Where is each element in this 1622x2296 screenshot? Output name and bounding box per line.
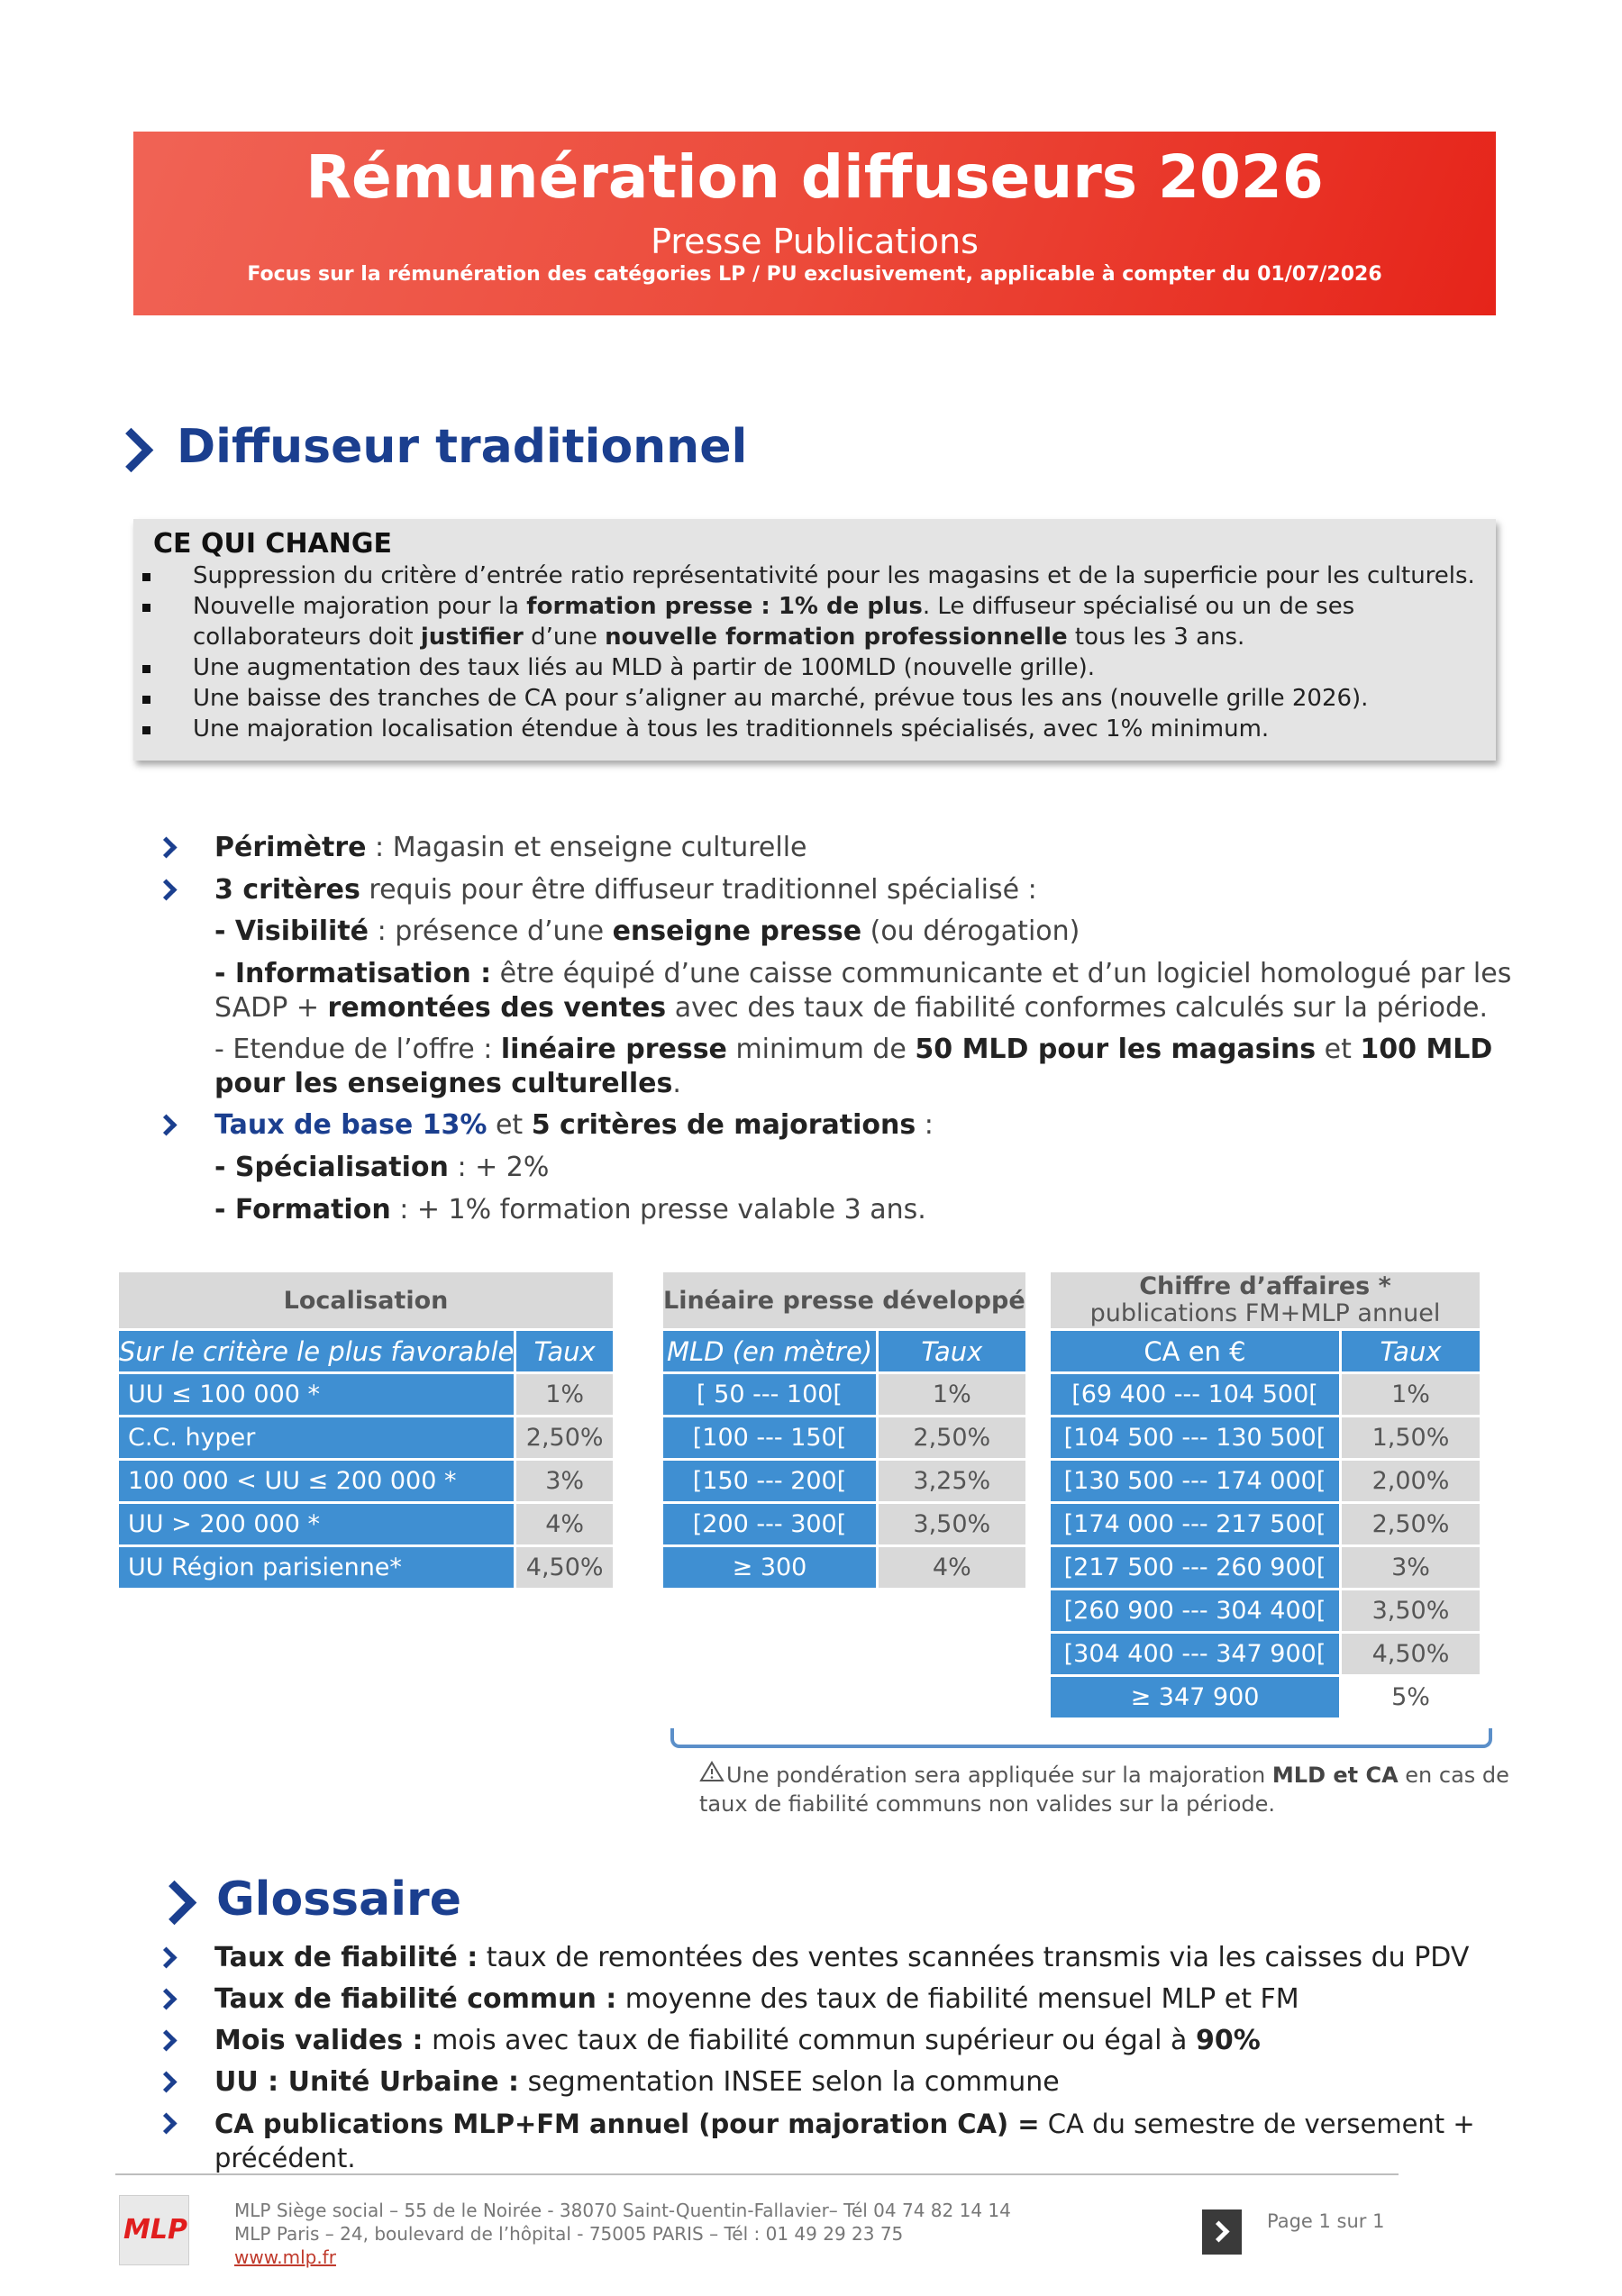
- bullet-icon: [142, 665, 150, 673]
- footer-address: MLP Siège social – 55 de le Noirée - 38070 Saint-Quentin-Fallavier– Tél 04 74 82 14 14 MLP Paris – 24, boulevard de l’hôpital - 75005 PARIS – Tél : 01 49 29 23 75 www.mlp.fr: [234, 2200, 1011, 2268]
- table-chiffre-affaires: [1051, 1272, 1480, 1720]
- bracket-divider: [670, 1728, 1492, 1748]
- table-lineaire: [663, 1272, 1025, 1590]
- bullet-icon: [142, 604, 150, 612]
- column-header: Taux: [516, 1331, 613, 1374]
- chevron-right-icon: [155, 1988, 177, 2009]
- criteria-taux: Taux de base 13% et 5 critères de majorations :: [214, 1109, 934, 1141]
- table-row: [174 000 --- 217 500[ 2,50%: [1051, 1504, 1480, 1547]
- table-localisation: [119, 1272, 613, 1590]
- criteria-visibilite: - Visibilité : présence d’une enseigne presse (ou dérogation): [214, 916, 1080, 947]
- weighting-note: Une pondération sera appliquée sur la majoration MLD et CA en cas de taux de fiabilité communs non valides sur la période.: [699, 1763, 1509, 1817]
- table-row: [100 --- 150[ 2,50%: [663, 1417, 1025, 1461]
- changes-list: [133, 560, 1481, 744]
- glossary-item: UU : Unité Urbaine : segmentation INSEE selon la commune: [214, 2066, 1060, 2098]
- chevron-right-icon: [152, 1881, 196, 1925]
- section-title-diffuseur: Diffuseur traditionnel: [177, 420, 748, 474]
- section-title-glossaire: Glossaire: [216, 1872, 461, 1927]
- glossary-item: Taux de fiabilité : taux de remontées des ventes scannées transmis via les caisses du PDV: [214, 1942, 1470, 1973]
- table-row: ≥ 300 4%: [663, 1547, 1025, 1590]
- criteria-three: 3 critères requis pour être diffuseur traditionnel spécialisé :: [214, 874, 1037, 906]
- table-row: [104 500 --- 130 500[ 1,50%: [1051, 1417, 1480, 1461]
- table-row: UU ≤ 100 000 * 1%: [119, 1374, 613, 1417]
- chevron-right-icon: [155, 879, 177, 900]
- table-row: UU > 200 000 * 4%: [119, 1504, 613, 1547]
- criteria-specialisation: - Spécialisation : + 2%: [214, 1152, 550, 1183]
- bullet-icon: [142, 573, 150, 581]
- table-row: [200 --- 300[ 3,50%: [663, 1504, 1025, 1547]
- glossary-item: Taux de fiabilité commun : moyenne des taux de fiabilité mensuel MLP et FM: [214, 1983, 1299, 2015]
- table-row: [260 900 --- 304 400[ 3,50%: [1051, 1590, 1480, 1634]
- list-item: Nouvelle majoration pour la formation presse : 1% de plus. Le diffuseur spécialisé ou un de ses collaborateurs doit justifier d’une nouvelle formation professionnelle tous les 3 ans.: [133, 591, 1481, 652]
- column-header: MLD (en mètre): [663, 1331, 879, 1374]
- table-row: [217 500 --- 260 900[ 3%: [1051, 1547, 1480, 1590]
- chevron-right-icon: [155, 1946, 177, 1968]
- page-title: Rémunération diffuseurs 2026: [305, 142, 1324, 212]
- table-header: Localisation: [119, 1272, 613, 1331]
- criteria-informatisation: - Informatisation : être équipé d’une caisse communicante et d’un logiciel homologué par les SADP + remontées des ventes avec des taux de fiabilité conformes calculés sur la période.: [214, 958, 1512, 1024]
- table-row: 100 000 < UU ≤ 200 000 * 3%: [119, 1461, 613, 1504]
- glossary-item: CA publications MLP+FM annuel (pour majoration CA) = CA du semestre de versement + précédent.: [214, 2109, 1475, 2173]
- table-row: [304 400 --- 347 900[ 4,50%: [1051, 1634, 1480, 1677]
- changes-title: CE QUI CHANGE: [153, 528, 392, 560]
- page-focus-note: Focus sur la rémunération des catégories LP / PU exclusivement, applicable à compter du 01/07/2026: [247, 263, 1382, 286]
- table-header: Linéaire presse développé: [663, 1272, 1025, 1331]
- website-link[interactable]: www.mlp.fr: [234, 2246, 336, 2268]
- list-item: Une majoration localisation étendue à tous les traditionnels spécialisés, avec 1% minimum.: [133, 714, 1481, 744]
- table-row: C.C. hyper 2,50%: [119, 1417, 613, 1461]
- chevron-right-icon: [155, 1114, 177, 1135]
- warning-icon: [699, 1761, 726, 1790]
- footer-divider: [115, 2173, 1399, 2175]
- list-item: Suppression du critère d’entrée ratio représentativité pour les magasins et de la superficie pour les culturels.: [133, 560, 1481, 591]
- bullet-icon: [142, 696, 150, 704]
- criteria-offre: - Etendue de l’offre : linéaire presse minimum de 50 MLD pour les magasins et 100 MLD pour les enseignes culturelles.: [214, 1034, 1493, 1099]
- glossary-item: Mois valides : mois avec taux de fiabilité commun supérieur ou égal à 90%: [214, 2025, 1261, 2056]
- column-header: Sur le critère le plus favorable: [119, 1331, 516, 1374]
- column-header: Taux: [1342, 1331, 1480, 1374]
- header-banner: [133, 132, 1496, 315]
- list-item: Une baisse des tranches de CA pour s’aligner au marché, prévue tous les ans (nouvelle grille 2026).: [133, 683, 1481, 714]
- chevron-right-icon: [155, 836, 177, 858]
- chevron-right-icon: [155, 2071, 177, 2092]
- table-header: Chiffre d’affaires * publications FM+MLP annuel: [1051, 1272, 1480, 1331]
- mlp-logo: MLP: [119, 2195, 189, 2265]
- table-row: [130 500 --- 174 000[ 2,00%: [1051, 1461, 1480, 1504]
- table-row: [69 400 --- 104 500[ 1%: [1051, 1374, 1480, 1417]
- table-row: [ 50 --- 100[ 1%: [663, 1374, 1025, 1417]
- page-number: Page 1 sur 1: [1267, 2210, 1385, 2232]
- chevron-right-icon: [1207, 2220, 1229, 2242]
- next-page-button[interactable]: [1202, 2209, 1242, 2255]
- list-item: Une augmentation des taux liés au MLD à partir de 100MLD (nouvelle grille).: [133, 652, 1481, 683]
- chevron-right-icon: [155, 2029, 177, 2051]
- table-row: [150 --- 200[ 3,25%: [663, 1461, 1025, 1504]
- column-header: CA en €: [1051, 1331, 1342, 1374]
- criteria-formation: - Formation : + 1% formation presse valable 3 ans.: [214, 1194, 926, 1225]
- changes-box: [133, 519, 1496, 761]
- chevron-right-icon: [155, 2112, 177, 2134]
- column-header: Taux: [879, 1331, 1025, 1374]
- bullet-icon: [142, 726, 150, 734]
- criteria-perimetre: Périmètre : Magasin et enseigne culturelle: [214, 832, 807, 863]
- chevron-right-icon: [109, 428, 153, 472]
- table-row: UU Région parisienne* 4,50%: [119, 1547, 613, 1590]
- table-row: ≥ 347 900 5%: [1051, 1677, 1480, 1720]
- page-subtitle: Presse Publications: [651, 222, 979, 261]
